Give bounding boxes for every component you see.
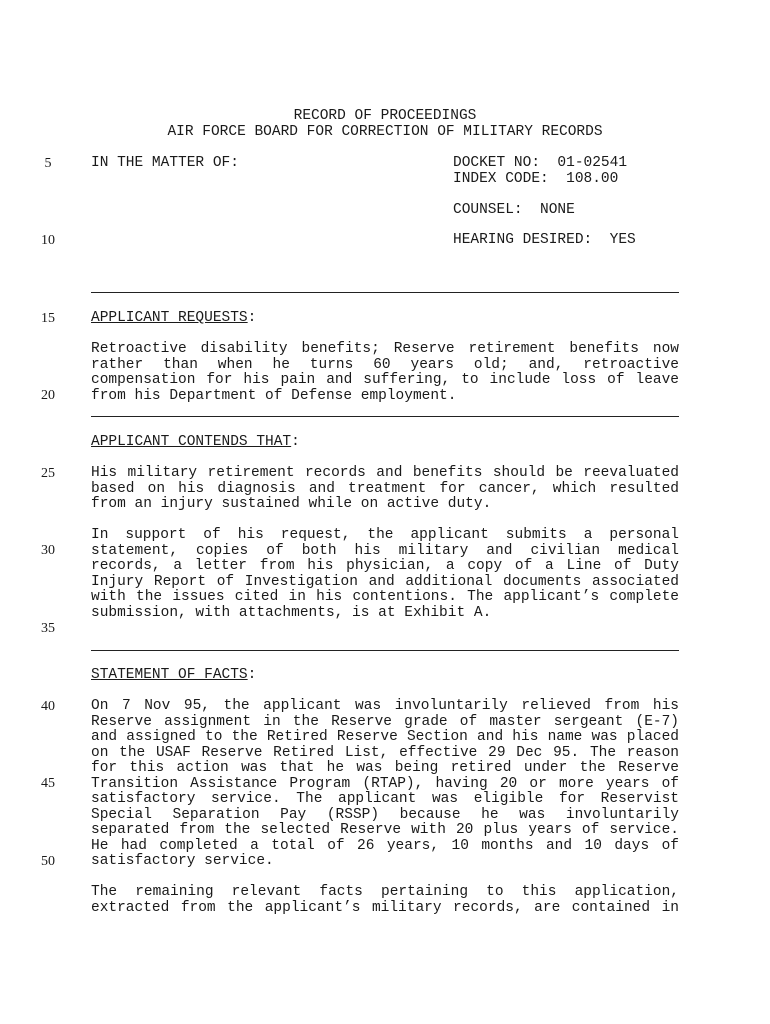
facts-paragraph-1: On 7 Nov 95, the applicant was involuntarily relieved from his Reserve assignment in the Reserve grade of master sergeant (E-7) and assigned to the Retired Reserve Section and his name was placed on the USAF Reserve Retired List, effective 29 Dec 95. The reason for this action was that he was being retired under the Reserve Transition Assistance Program (RTAP), having 20 or more years of satisfactory service. The applicant was eligible for Reservist Special Separation Pay (RSSP) because he was involuntarily separated from the selected Reserve with 20 plus years of service. He had completed a total of 26 years, 10 months and 10 days of satisfactory service. [91, 698, 679, 869]
heading-text: STATEMENT OF FACTS [91, 667, 248, 683]
line-number: 40 [41, 699, 55, 714]
board-name: AIR FORCE BOARD FOR CORRECTION OF MILITARY RECORDS [167, 124, 603, 140]
document-title: RECORD OF PROCEEDINGS [293, 108, 477, 124]
heading-text: APPLICANT CONTENDS THAT [91, 434, 292, 450]
section-heading-contends: APPLICANT CONTENDS THAT: [91, 434, 300, 450]
line-number: 25 [41, 466, 55, 481]
divider [91, 416, 679, 417]
facts-paragraph-2: The remaining relevant facts pertaining to this application, extracted from the applicant’s military records, are contained in [91, 884, 679, 916]
line-number: 35 [41, 621, 55, 636]
line-number: 5 [44, 156, 52, 171]
line-number: 50 [41, 854, 55, 869]
counsel: COUNSEL: NONE [453, 202, 575, 218]
line-number: 10 [41, 233, 55, 248]
hearing-desired: HEARING DESIRED: YES [453, 232, 636, 248]
line-number: 20 [41, 388, 55, 403]
line-number: 30 [41, 543, 55, 558]
line-number: 15 [41, 311, 55, 326]
docket-number: DOCKET NO: 01-02541 [453, 155, 628, 171]
contends-paragraph-1: His military retirement records and benefits should be reevaluated based on his diagnosis and treatment for cancer, which resulted from an injury sustained while on active duty. [91, 465, 679, 512]
line-number: 45 [41, 776, 55, 791]
heading-text: APPLICANT REQUESTS [91, 310, 248, 326]
section-heading-facts: STATEMENT OF FACTS: [91, 667, 257, 683]
requests-paragraph: Retroactive disability benefits; Reserve retirement benefits now rather than when he turns 60 years old; and, retroactive compensation for his pain and suffering, to include loss of leave from his Department of Defense employment. [91, 341, 679, 404]
section-heading-requests: APPLICANT REQUESTS: [91, 310, 257, 326]
divider [91, 292, 679, 293]
index-code: INDEX CODE: 108.00 [453, 171, 619, 187]
matter-label: IN THE MATTER OF: [91, 155, 239, 171]
contends-paragraph-2: In support of his request, the applicant submits a personal statement, copies of both his military and civilian medical records, a letter from his physician, a copy of a Line of Duty Injury Report of Investigation and additional documents associated with the issues cited in his contentions. The applicant’s complete submission, with attachments, is at Exhibit A. [91, 527, 679, 621]
divider [91, 650, 679, 651]
